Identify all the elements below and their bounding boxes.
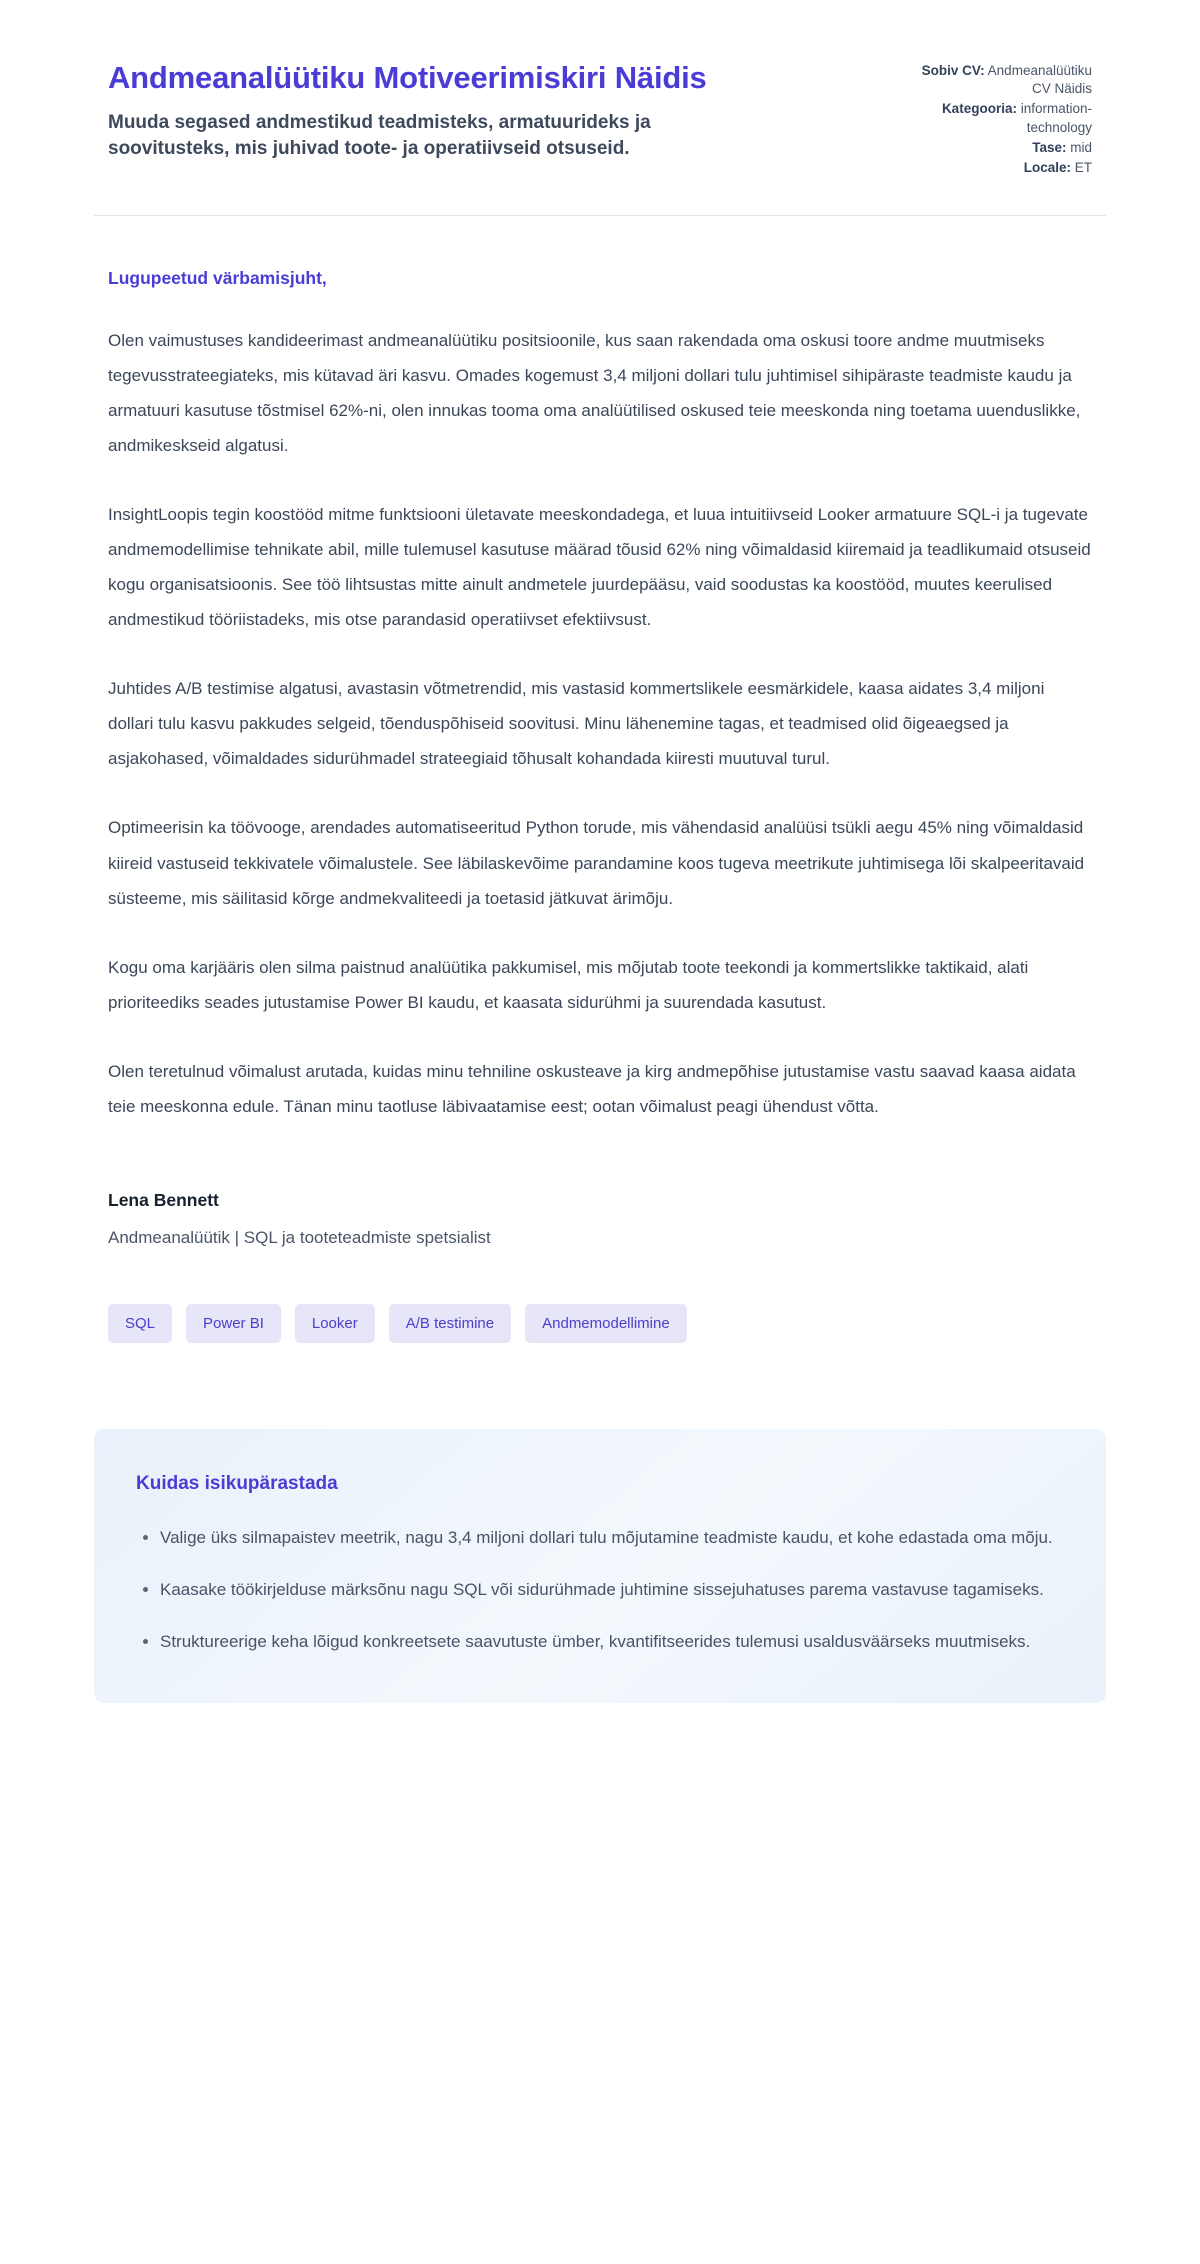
skill-tag: A/B testimine <box>389 1304 511 1343</box>
letter-paragraph: Optimeerisin ka töövooge, arendades automatiseeritud Python torude, mis vähendasid analüüsi tsükli aegu 45% ning võimaldasid kiireid vastuseid tekkivatele võimalustele. See läbilaskevõime parandamine koos tugeva meetrikute juhtimisega lõi skalpeeritavaid süsteeme, mis säilitasid kõrge andmekvaliteedi ja toetasid jätkuvat ärimõju. <box>108 818 1085 908</box>
personalization-tips-box <box>94 1429 1106 1703</box>
letter-paragraph: Olen teretulnud võimalust arutada, kuidas minu tehniline oskusteave ja kirg andmepõhise jutustamise vastu saavad kaasa aidata teie meeskonna edule. Tänan minu taotluse läbivaatamise eest; ootan võimalust peagi ühendust võtta. <box>108 1061 1076 1116</box>
page-title: Andmeanalüütiku Motiveerimiskiri Näidis <box>108 60 707 95</box>
document-meta <box>907 58 1092 179</box>
letter-body <box>94 268 1106 1342</box>
personalization-tip: • Valige üks silmapaistev meetrik, nagu 3,4 miljoni dollari tulu mõjutamine teadmiste kaudu, et kohe edastada oma mõju. <box>160 1521 1066 1555</box>
skill-tags <box>108 1304 1092 1343</box>
cover-letter-page <box>94 0 1106 1773</box>
letter-paragraph: InsightLoopis tegin koostööd mitme funktsiooni ületavate meeskondadega, et luua intuitiivseid Looker armatuure SQL-i ja tugevate andmemodellimise tehnikate abil, mille tulemusel kasutuse määrad tõusid 62% ning võimaldasid kiiremaid ja teadlikumaid otsuseid kogu organisatsioonis. See töö lihtsustas mitte ainult andmetele juurdepääsu, vaid soodustas ka koostööd, muutes keerulised andmestikud tööriistadeks, mis otse parandasid operatiivset efektiivsust. <box>108 505 1091 630</box>
letter-greeting: Lugupeetud värbamisjuht, <box>108 268 327 289</box>
signature-title: Andmeanalüütik | SQL ja tooteteadmiste spetsialist <box>108 1227 491 1247</box>
page-subtitle: Muuda segased andmestikud teadmisteks, armatuurideks ja soovitusteks, mis juhivad toote- ja operatiivseid otsuseid. <box>108 111 651 160</box>
letter-paragraph: Juhtides A/B testimise algatusi, avastasin võtmetrendid, mis vastasid kommertslikele eesmärkidele, kaasa aidates 3,4 miljoni dollari tulu kasvu pakkudes selgeid, tõenduspõhiseid soovitusi. Minu lähenemine tagas, et teadmised olid õigeaegsed ja asjakohased, võimaldades sidurühmadel strateegiaid tõhusalt kohandada kiiresti muutuval turul. <box>108 679 1045 769</box>
personalization-tip: • Struktureerige keha lõigud konkreetsete saavutuste ümber, kvantifitseerides tulemusi usaldusväärseks muutmiseks. <box>160 1625 1066 1659</box>
meta-locale-value: ET <box>1074 160 1092 176</box>
meta-category-value: information-technology <box>1020 101 1092 135</box>
meta-level <box>907 139 1092 157</box>
meta-locale-label: Locale: <box>1023 160 1071 176</box>
header-divider <box>94 215 1106 216</box>
meta-level-label: Tase: <box>1032 139 1067 155</box>
personalization-tips-list <box>136 1521 1066 1659</box>
letter-paragraph: Kogu oma karjääris olen silma paistnud analüütika pakkumisel, mis mõjutab toote teekondi ja kommertslikke taktikaid, alati prioriteediks seades jutustamise Power BI kaudu, et kaasata sidurühmi ja suurendada kasutust. <box>108 957 1029 1012</box>
meta-matching-cv <box>907 62 1092 98</box>
meta-category-label: Kategooria: <box>941 101 1017 117</box>
skill-tag: Andmemodellimine <box>525 1304 687 1343</box>
meta-category <box>907 100 1092 136</box>
letter-paragraph: Olen vaimustuses kandideerimast andmeanalüütiku positsioonile, kus saan rakendada oma oskusi toore andme muutmiseks tegevusstrateegiateks, mis kütavad äri kasvu. Omades kogemust 3,4 miljoni dollari tulu juhtimisel sihipäraste teadmiste kaudu ja armatuuri kasutuse tõstmisel 62%-ni, olen innukas tooma oma analüütilised oskused teie meeskonda ning toetama uuenduslikke, andmikeskseid algatusi. <box>108 331 1081 456</box>
personalization-tips-heading: Kuidas isikupärastada <box>136 1472 338 1494</box>
meta-matching-cv-value: Andmeanalüütiku CV Näidis <box>987 63 1092 97</box>
personalization-tip: • Kaasake töökirjelduse märksõnu nagu SQL või sidurühmade juhtimine sissejuhatuses parema vastavuse tagamiseks. <box>160 1573 1066 1607</box>
page-header <box>94 58 1106 179</box>
header-title-block <box>108 58 871 179</box>
skill-tag: SQL <box>108 1304 172 1343</box>
skill-tag: Power BI <box>186 1304 281 1343</box>
meta-level-value: mid <box>1070 139 1092 155</box>
meta-locale <box>907 159 1092 177</box>
skill-tag: Looker <box>295 1304 375 1343</box>
meta-matching-cv-label: Sobiv CV: <box>921 63 985 78</box>
signature-name: Lena Bennett <box>108 1189 219 1210</box>
